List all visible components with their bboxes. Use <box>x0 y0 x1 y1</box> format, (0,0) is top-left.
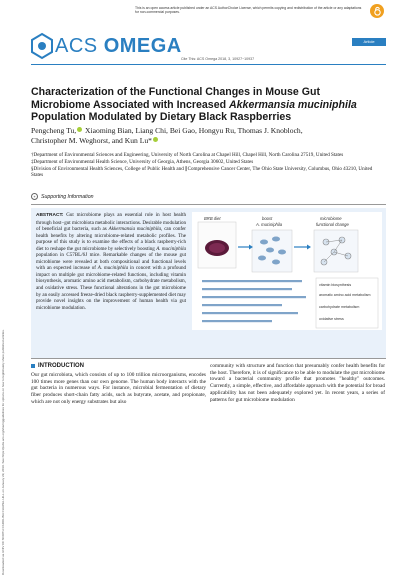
author-ru[interactable]: Hongyu Ru, <box>196 126 236 135</box>
author-tu[interactable]: Pengcheng Tu, <box>31 126 77 135</box>
supporting-information-link[interactable] <box>31 193 93 200</box>
journal-brand <box>55 35 182 58</box>
plus-circle-icon: + <box>31 193 38 200</box>
abstract-part4: in concert with a profound impact on multiple gut microbiome-related functions, including vitamin biosynthesis, aromatic amino acid metabolism, carbohydrate metabolism, and oxidative stress. These functional alterations in the gut microbiome by an easily accessed freeze-dried black raspberry-supplemented diet may provide novel insights on the improvement of human health via gut microbiome modulation. <box>36 265 186 311</box>
author-chi[interactable]: Liang Chi, <box>133 126 168 135</box>
author-weghorst[interactable]: Christopher M. Weghorst, <box>31 136 110 145</box>
download-strip <box>0 180 10 575</box>
section-marker-icon <box>31 364 35 368</box>
article-type-badge: Article <box>352 38 386 46</box>
intro-column-left: Our gut microbiota, which consists of up to 100 trillion microorganisms, encodes 100 times more genes than our own genome. The human body interacts with the gut bacteria in numerous ways. For instance, microbial fermentation of dietary fiber produces short-chain fatty acids, such as butyrate, acetate, and propionate, which are not only energy substrates but also <box>31 372 206 405</box>
toc-item-oxidative: oxidative stress <box>319 317 344 321</box>
abstract-bottom-rule <box>31 358 386 359</box>
title-text-2: Population Modulated by Dietary Black Raspberries <box>31 111 292 123</box>
affiliation-osu: §Division of Environmental Health Sciences, College of Public Health and ∥Comprehensive Cancer Center, The Ohio State University, Columbus, Ohio 43210, United States <box>31 165 373 179</box>
author-knobloch[interactable]: Thomas J. Knobloch, <box>235 126 303 135</box>
paper-title <box>31 86 376 124</box>
abstract-lead: ABSTRACT: <box>36 213 64 218</box>
acs-hexagon-icon <box>31 33 53 59</box>
affiliation-unc: †Department of Environmental Sciences and Engineering, University of North Carolina at Chapel Hill, Chapel Hill, North Carolina 27519, United States <box>31 152 344 158</box>
title-species: Akkermansia muciniphila <box>229 98 357 111</box>
author-bian[interactable]: Xiaoming Bian, <box>83 126 134 135</box>
header-rule <box>31 64 386 65</box>
journal-logo[interactable] <box>31 30 182 62</box>
abstract-species-2: A. muciniphila <box>156 245 187 252</box>
introduction-heading <box>31 363 84 369</box>
abstract-part3: population in C57BL/6J mice. Remarkable changes of the mouse gut microbiome were revealed at both compositional and functional levels with an expected increase of <box>36 252 186 272</box>
title-text-1: Characterization of the Functional Changes in Mouse Gut Microbiome Associated with Increased <box>31 86 320 111</box>
brand-omega: OMEGA <box>103 34 182 57</box>
toc-boost-label: boost <box>262 216 273 221</box>
orcid-icon[interactable] <box>77 127 82 132</box>
open-access-icon[interactable] <box>370 4 384 18</box>
download-notice: Downloaded via UNIV OF NORTH CAROLINA CHAPEL HILL on January 29, 2019. See https://pubs.acs.org/sharingguidelines for options on how to legitimately share published articles. <box>1 329 5 575</box>
abstract-text <box>36 212 186 311</box>
toc-brb-label: BRB diet <box>204 216 221 221</box>
abstract-part1: Gut microbiome plays an essential role in host health through host−gut microbiota metabolic interactions. Desirable modulation of beneficial gut bacteria, such as <box>36 212 186 233</box>
divider <box>31 204 386 205</box>
orcid-icon[interactable] <box>153 137 158 142</box>
author-lu[interactable]: and Kun Lu* <box>109 136 152 145</box>
citation-line[interactable]: Cite This: ACS Omega 2018, 3, 10927−10937 <box>181 57 255 61</box>
supporting-information-label: Supporting Information <box>41 193 94 200</box>
toc-amuc-label: A. muciniphila <box>256 222 283 227</box>
introduction-title: INTRODUCTION <box>38 363 84 369</box>
toc-func-label-1: microbiome <box>320 216 342 221</box>
toc-item-aromatic: aromatic amino acid metabolism <box>319 293 371 297</box>
toc-item-vitamin: vitamin biosynthesis <box>319 283 352 287</box>
license-notice: This is an open access article published under an ACS AuthorChoice License, which permits copying and redistribution of the article or any adaptations for non-commercial purposes. <box>135 6 362 15</box>
toc-graphic <box>192 212 382 330</box>
abstract-part2: , can confer health benefits by altering microbiome-related metabolic profiles. The purpose of this study is to examine the effects of a black raspberry-rich diet to reshape the gut microbiome by selectively boosting <box>36 226 186 252</box>
affiliation-uga: ‡Department of Environmental Health Science, University of Georgia, Athens, Georgia 30602, United States <box>31 158 254 165</box>
toc-func-label-2: functional change <box>316 222 349 227</box>
abstract-species-1: Akkermansia muciniphila <box>108 226 162 233</box>
author-list <box>31 126 376 146</box>
author-gao[interactable]: Bei Gao, <box>167 126 197 135</box>
abstract-species-3: A. muciniphila <box>97 265 129 272</box>
affiliations <box>31 152 376 179</box>
brand-acs: ACS <box>55 34 98 57</box>
intro-column-right: community with structure and function that presumably confer health benefits for the host. Therefore, it is of significance to be able to modulate the gut microbiome toward a bacterial community profile that promotes "healthy" outcomes. Currently, a simple, effective, and affordable approach with the potential for broad applicability has not been adequately explored yet. In recent years, a series of patterns for gut microbiome modulation <box>210 363 385 403</box>
toc-item-carbohydrate: carbohydrate metabolism <box>319 305 360 309</box>
